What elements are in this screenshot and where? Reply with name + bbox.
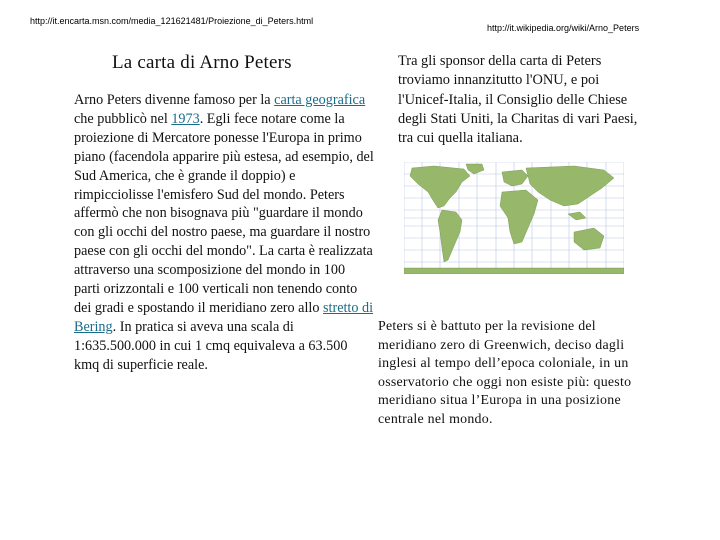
meridian-paragraph: Peters si è battuto per la revisione del meridiano zero di Greenwich, deciso dagli inglesi al tempo dell’epoca coloniale, in un osservatorio che oggi non esiste più: questo meridiano situa l’Europa in una posizione centrale nel mondo. bbox=[378, 319, 632, 427]
left-text-part-2: che pubblicò nel bbox=[74, 110, 172, 127]
sponsor-paragraph: Tra gli sponsor della carta di Peters troviamo innanzitutto l'ONU, e poi l'Unicef-Italia, il Consiglio delle Chiese degli Stati Uniti, la Charitas di vari Paesi, tra cui quella italiana. bbox=[398, 53, 638, 147]
link-stretto-di-bering[interactable]: stretto di Bering bbox=[74, 299, 374, 335]
left-paragraph bbox=[74, 91, 374, 375]
source-url-encarta: http://it.encarta.msn.com/media_121621481/Proiezione_di_Peters.html bbox=[30, 16, 314, 26]
left-text-part-1: Arno Peters divenne famoso per la bbox=[74, 92, 275, 108]
peters-projection-map bbox=[404, 162, 624, 274]
left-text-part-4: . In pratica si aveva una scala di 1:635.500.000 in cui 1 cmq equivaleva a 63.500 kmq di superficie reale. bbox=[74, 318, 348, 373]
left-text-part-3: . Egli fece notare come la proiezione di Mercatore ponesse l'Europa in primo piano (facendola apparire più estesa, ad esempio, del Sud America, che è grande il doppio) e rimpicciolisse l'emisfero Sud del mondo. Peters affermò che non bisognava più "guardare il mondo con gli occhi del nostro paese, ma guardare il nostro paese con gli occhi del mondo". La carta è realizzata attraverso una scomposizione del mondo in 100 parti orizzontali e 100 verticali non tenendo conto dei gradi e spostando il meridiano zero allo bbox=[74, 110, 374, 316]
source-url-wikipedia: http://it.wikipedia.org/wiki/Arno_Peters bbox=[487, 23, 640, 33]
page-title: La carta di Arno Peters bbox=[112, 52, 292, 73]
link-carta-geografica[interactable]: carta geografica bbox=[274, 92, 366, 108]
antarctica bbox=[404, 268, 624, 274]
link-1973[interactable]: 1973 bbox=[171, 110, 200, 127]
